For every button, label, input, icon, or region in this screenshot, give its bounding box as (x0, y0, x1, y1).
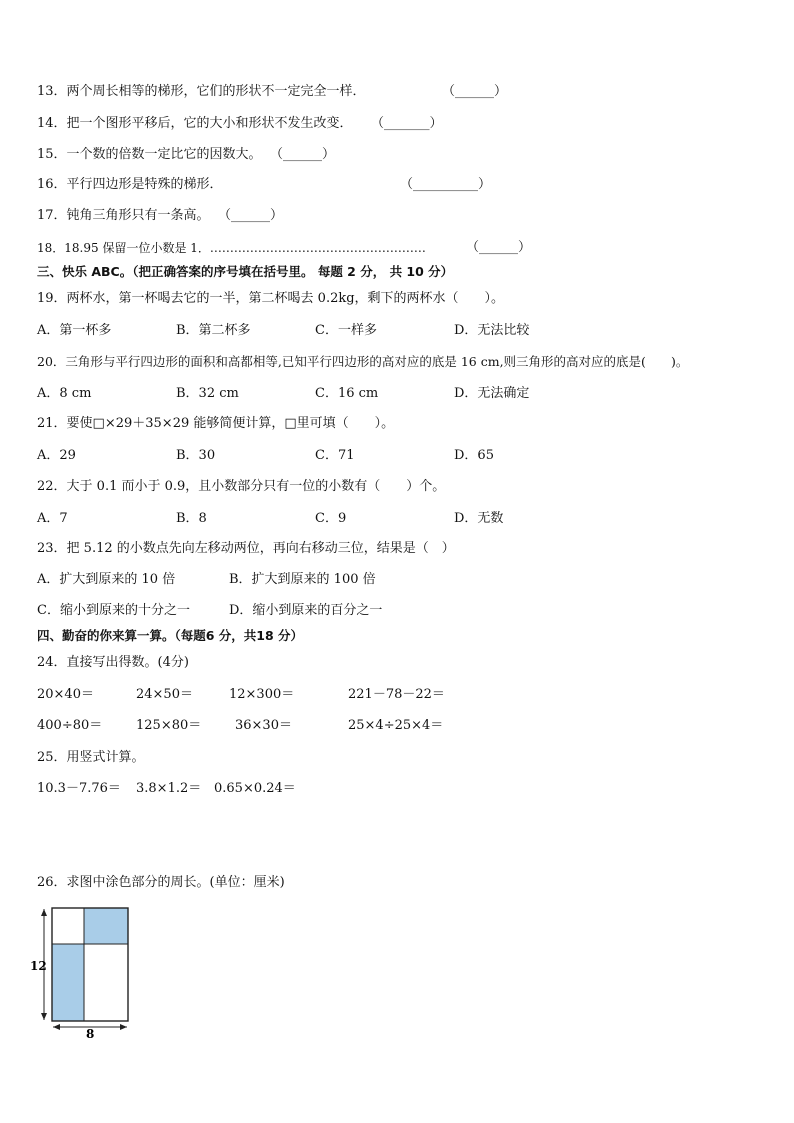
perimeter-figure (30, 900, 140, 1040)
height-arrow-bottom (41, 1013, 47, 1020)
calc-item: 25×4÷25×4＝ (348, 718, 444, 733)
calc-item: 36×30＝ (235, 718, 292, 733)
answer-blank-15[interactable]: （______） (270, 147, 336, 162)
option-19-b[interactable]: B．第二杯多 (176, 323, 251, 338)
question-25: 25．用竖式计算。 (37, 750, 145, 765)
option-19-a[interactable]: A．第一杯多 (37, 323, 112, 338)
calc-item: 221－78－22＝ (348, 687, 445, 702)
option-19-c[interactable]: C．一样多 (315, 323, 377, 338)
question-17: 17．钝角三角形只有一条高。 (37, 208, 210, 223)
option-22-c[interactable]: C．9 (315, 511, 347, 526)
option-20-d[interactable]: D．无法确定 (454, 386, 530, 401)
question-23: 23．把 5.12 的小数点先向左移动两位，再向右移动三位，结果是（ ） (37, 541, 455, 556)
width-label: 8 (86, 1027, 95, 1040)
option-23-c[interactable]: C．缩小到原来的十分之一 (37, 603, 190, 618)
option-23-d[interactable]: D．缩小到原来的百分之一 (229, 603, 383, 618)
option-19-d[interactable]: D．无法比较 (454, 323, 530, 338)
calc-item: 24×50＝ (136, 687, 193, 702)
calc-item: 12×300＝ (229, 687, 295, 702)
option-22-a[interactable]: A．7 (37, 511, 68, 526)
question-21: 21．要使□×29＋35×29 能够简便计算，□里可填（ ）。 (37, 416, 395, 431)
question-13: 13．两个周长相等的梯形，它们的形状不一定完全一样． (37, 84, 366, 99)
question-18: 18．18.95 保留一位小数是 1．……………………………………………… (37, 241, 426, 255)
option-21-b[interactable]: B．30 (176, 448, 216, 463)
option-23-b[interactable]: B．扩大到原来的 100 倍 (229, 572, 376, 587)
option-23-a[interactable]: A．扩大到原来的 10 倍 (37, 572, 176, 587)
question-24: 24．直接写出得数。(4分) (37, 655, 189, 670)
option-22-d[interactable]: D．无数 (454, 511, 504, 526)
option-20-c[interactable]: C．16 cm (315, 386, 379, 401)
question-14: 14．把一个图形平移后，它的大小和形状不发生改变． (37, 116, 353, 131)
option-20-a[interactable]: A．8 cm (37, 386, 92, 401)
height-label: 12 (30, 959, 47, 973)
question-16: 16．平行四边形是特殊的梯形． (37, 177, 223, 192)
question-20: 20．三角形与平行四边形的面积和高都相等,已知平行四边形的高对应的底是 16 cm,则三角形的高对应的底是( )。 (37, 354, 689, 369)
vertical-calc-item: 0.65×0.24＝ (214, 781, 296, 796)
question-19: 19．两杯水，第一杯喝去它的一半，第二杯喝去 0.2kg，剩下的两杯水（ ）。 (37, 291, 505, 306)
question-15: 15．一个数的倍数一定比它的因数大。 (37, 147, 262, 162)
option-21-a[interactable]: A．29 (37, 448, 76, 463)
option-21-d[interactable]: D．65 (454, 448, 494, 463)
height-arrow-top (41, 909, 47, 916)
width-arrow-left (53, 1024, 60, 1030)
vertical-calc-item: 3.8×1.2＝ (136, 781, 202, 796)
question-26: 26．求图中涂色部分的周长。(单位：厘米) (37, 875, 285, 890)
answer-blank-14[interactable]: （_______） (371, 116, 443, 131)
answer-blank-18[interactable]: （______） (466, 240, 532, 255)
answer-blank-13[interactable]: （______） (442, 84, 508, 99)
width-arrow-right (120, 1024, 127, 1030)
answer-blank-17[interactable]: （______） (218, 208, 284, 223)
question-22: 22．大于 0.1 而小于 0.9，且小数部分只有一位的小数有（ ）个。 (37, 479, 446, 494)
option-22-b[interactable]: B．8 (176, 511, 207, 526)
vertical-calc-item: 10.3－7.76＝ (37, 781, 121, 796)
shaded-region-bottom-left (52, 944, 84, 1021)
shaded-region-top-right (84, 908, 128, 944)
answer-blank-16[interactable]: （__________） (400, 177, 492, 192)
option-20-b[interactable]: B．32 cm (176, 386, 239, 401)
option-21-c[interactable]: C．71 (315, 448, 355, 463)
calc-item: 400÷80＝ (37, 718, 103, 733)
section-4-heading: 四、勤奋的你来算一算。（每题6 分，共18 分） (37, 628, 304, 643)
calc-item: 20×40＝ (37, 687, 94, 702)
section-3-heading: 三、快乐 ABC。（把正确答案的序号填在括号里。 每题 2 分， 共 10 分） (37, 264, 454, 279)
calc-item: 125×80＝ (136, 718, 202, 733)
